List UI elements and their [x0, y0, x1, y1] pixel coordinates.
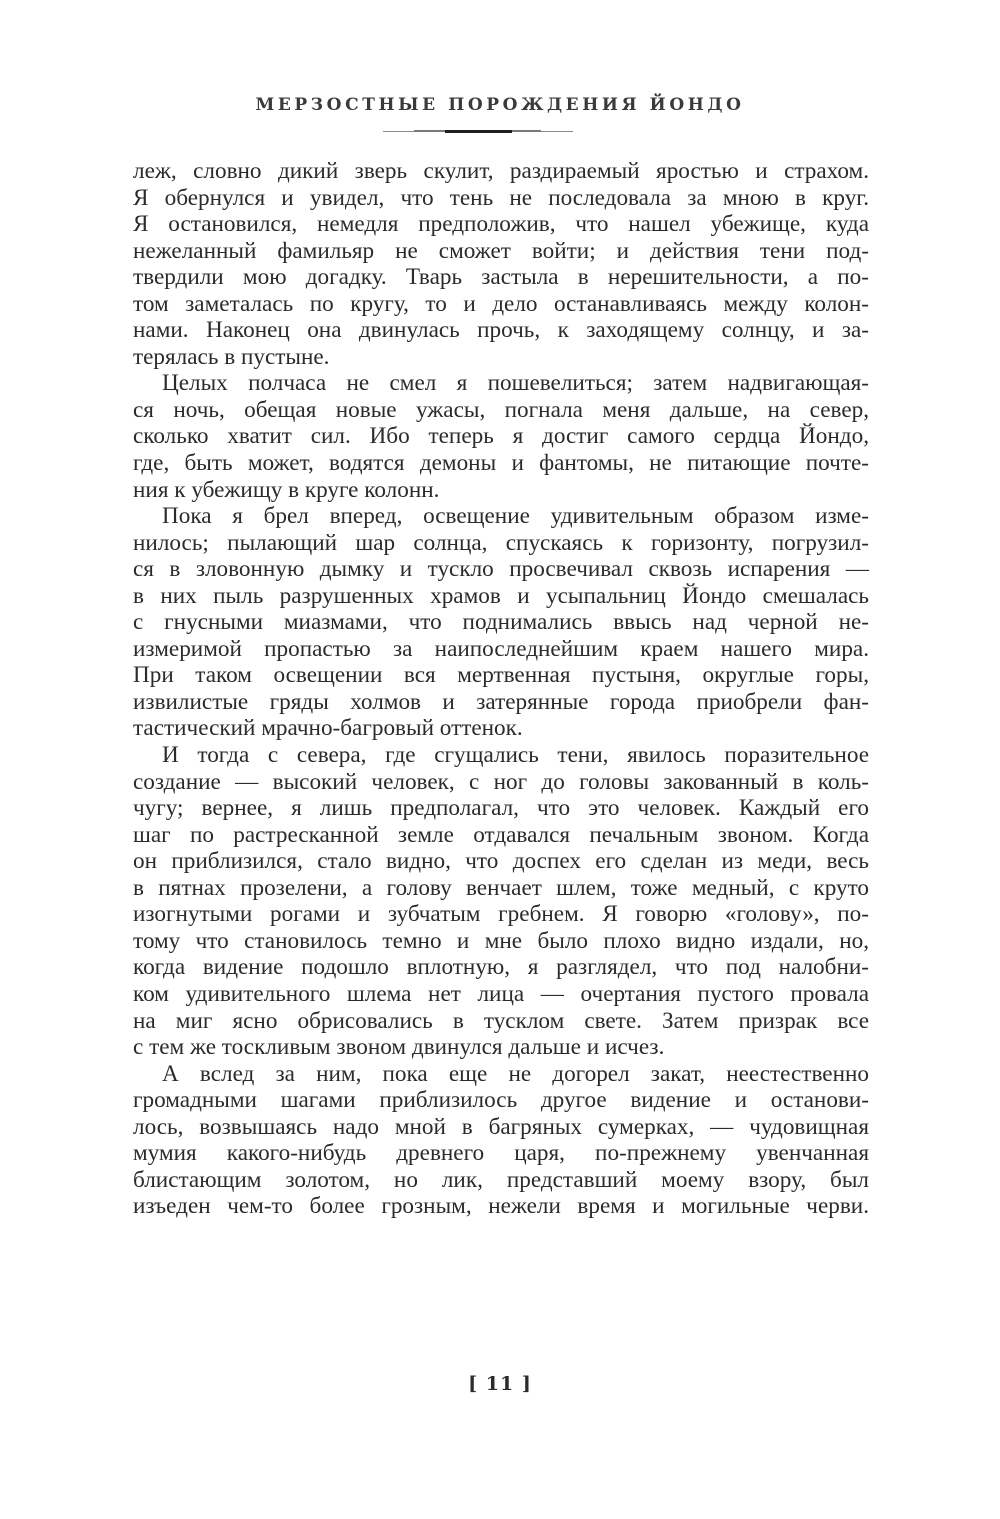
body-text	[133, 158, 869, 1220]
text-line: изъеден чем-то более грозным, нежели время и могильные черви.	[133, 1193, 869, 1220]
running-head: МЕРЗОСТНЫЕ ПОРОЖДЕНИЯ ЙОНДО	[255, 95, 745, 115]
text-line: А вслед за ним, пока еще не догорел закат, неестественно	[162, 1060, 869, 1087]
text-line: извилистые гряды холмов и затерянные города приобрели фан-	[133, 688, 869, 715]
paragraph-3	[133, 503, 869, 742]
text-line: шаг по растресканной земле отдавался печальным звоном. Когда	[133, 821, 869, 848]
text-line: с гнусными миазмами, что поднимались ввысь над черной не-	[133, 609, 869, 636]
text-line: изогнутыми рогами и зубчатым гребнем. Я говорю «голову», по-	[133, 901, 869, 928]
text-line: ся в зловонную дымку и тускло просвечивал сквозь испарения —	[133, 556, 869, 583]
text-line: Я обернулся и увидел, что тень не последовала за мною в круг.	[133, 184, 869, 211]
text-line: чугу; вернее, я лишь предполагал, что это человек. Каждый его	[133, 795, 869, 822]
text-line: тастический мрачно-багровый оттенок.	[133, 715, 523, 742]
text-line: Я остановился, немедля предположив, что нашел убежище, куда	[133, 211, 869, 238]
text-line: твердили мою догадку. Тварь застыла в нерешительности, а по-	[133, 264, 869, 291]
text-line: ком удивительного шлема нет лица — очертания пустого провала	[133, 980, 869, 1007]
text-line: где, быть может, водятся демоны и фантомы, не питающие почте-	[133, 450, 869, 477]
paragraph-5	[133, 1061, 869, 1220]
text-line: мумия какого-нибудь древнего царя, по-прежнему увенчанная	[133, 1140, 869, 1167]
text-line: громадными шагами приблизилось другое видение и останови-	[133, 1087, 869, 1114]
text-line: Пока я брел вперед, освещение удивительным образом изме-	[162, 503, 869, 530]
text-line: Целых полчаса не смел я пошевелиться; затем надвигающая-	[162, 370, 869, 397]
text-line: леж, словно дикий зверь скулит, раздираемый яростью и страхом.	[133, 158, 869, 184]
text-line: терялась в пустыне.	[133, 343, 330, 370]
text-line: на миг ясно обрисовались в тусклом свете. Затем призрак все	[133, 1007, 869, 1034]
text-line: нилось; пылающий шар солнца, спускаясь к горизонту, погрузил-	[133, 529, 869, 556]
text-line: И тогда с севера, где сгущались тени, явилось поразительное	[162, 742, 869, 769]
text-line: тому что становилось темно и мне было плохо видно издали, но,	[133, 927, 869, 954]
text-line: когда видение подошло вплотную, я разглядел, что под налобни-	[133, 954, 869, 981]
header-rule-divider-core	[445, 130, 512, 133]
text-line: в них пыль разрушенных храмов и усыпальниц Йондо смешалась	[133, 582, 869, 609]
text-line: в пятнах прозелени, а голову венчает шлем, тоже медный, с круто	[133, 874, 869, 901]
paragraph-1	[133, 158, 869, 370]
text-line: сколько хватит сил. Ибо теперь я достиг самого сердца Йондо,	[133, 423, 869, 450]
text-line: том заметалась по кругу, то и дело останавливаясь между колон-	[133, 290, 869, 317]
text-line: нами. Наконец она двинулась прочь, к заходящему солнцу, и за-	[133, 317, 869, 344]
text-line: он приблизился, стало видно, что доспех его сделан из меди, весь	[133, 848, 869, 875]
text-line: ся ночь, обещая новые ужасы, погнала меня дальше, на север,	[133, 396, 869, 423]
text-line: лось, возвышаясь надо мной в багряных сумерках, — чудовищная	[133, 1113, 869, 1140]
text-line: с тем же тоскливым звоном двинулся дальше и исчез.	[133, 1034, 665, 1061]
paragraph-2	[133, 370, 869, 503]
text-line: нежеланный фамильяр не сможет войти; и действия тени под-	[133, 237, 869, 264]
page-number: [ 11 ]	[468, 1373, 532, 1395]
text-line: создание — высокий человек, с ног до головы закованный в коль-	[133, 768, 869, 795]
text-line: блистающим золотом, но лик, представший моему взору, был	[133, 1166, 869, 1193]
text-line: ния к убежищу в круге колонн.	[133, 476, 440, 503]
paragraph-4	[133, 742, 869, 1061]
text-line: измеримой пропастью за наипоследнейшим краем нашего мира.	[133, 635, 869, 662]
text-line: При таком освещении вся мертвенная пустыня, округлые горы,	[133, 662, 869, 689]
